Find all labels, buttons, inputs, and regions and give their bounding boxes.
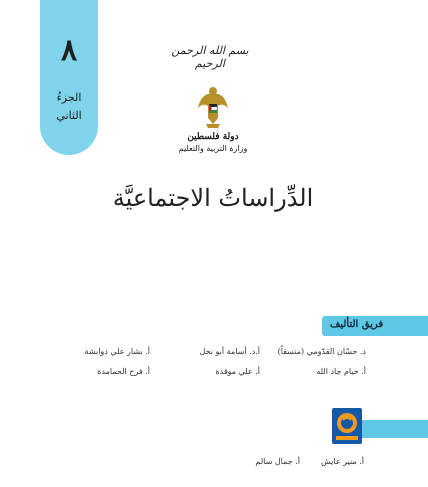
author-name: أ. منير عايش [320, 457, 364, 466]
authoring-team-bar [322, 316, 428, 336]
part-label-line1: الجزءُ [56, 91, 82, 104]
author-name: أ. فرح الحمامدة [97, 367, 150, 376]
grade-tab [40, 0, 98, 155]
curriculum-center-logo-icon [332, 408, 362, 444]
author-name: أ. خيام جاد الله [316, 367, 366, 376]
book-title: الدِّراساتُ الاجتماعيَّة [112, 184, 314, 212]
publisher-bar [360, 420, 428, 438]
palestine-emblem-icon [196, 84, 230, 132]
author-name: أ. علي موقدة [215, 367, 260, 376]
author-name: أ. جمال سالم [255, 457, 300, 466]
state-name: دولة فلسطين [187, 132, 239, 142]
author-name: أ. بشار علي دوابشة [84, 347, 150, 356]
author-name: أ.د. أسامة أبو نحل [199, 347, 260, 356]
authoring-team-label: فريق التأليف [330, 319, 384, 330]
part-label-line2: الثاني [56, 109, 82, 122]
author-name: د. حسّان القدّومي (منسقاً) [277, 347, 366, 356]
grade-number: ٨ [60, 33, 78, 68]
basmala-calligraphy: بسم الله الرحمن الرحيم [171, 44, 249, 70]
ministry-name: وزارة التربية والتعليم [178, 144, 248, 153]
